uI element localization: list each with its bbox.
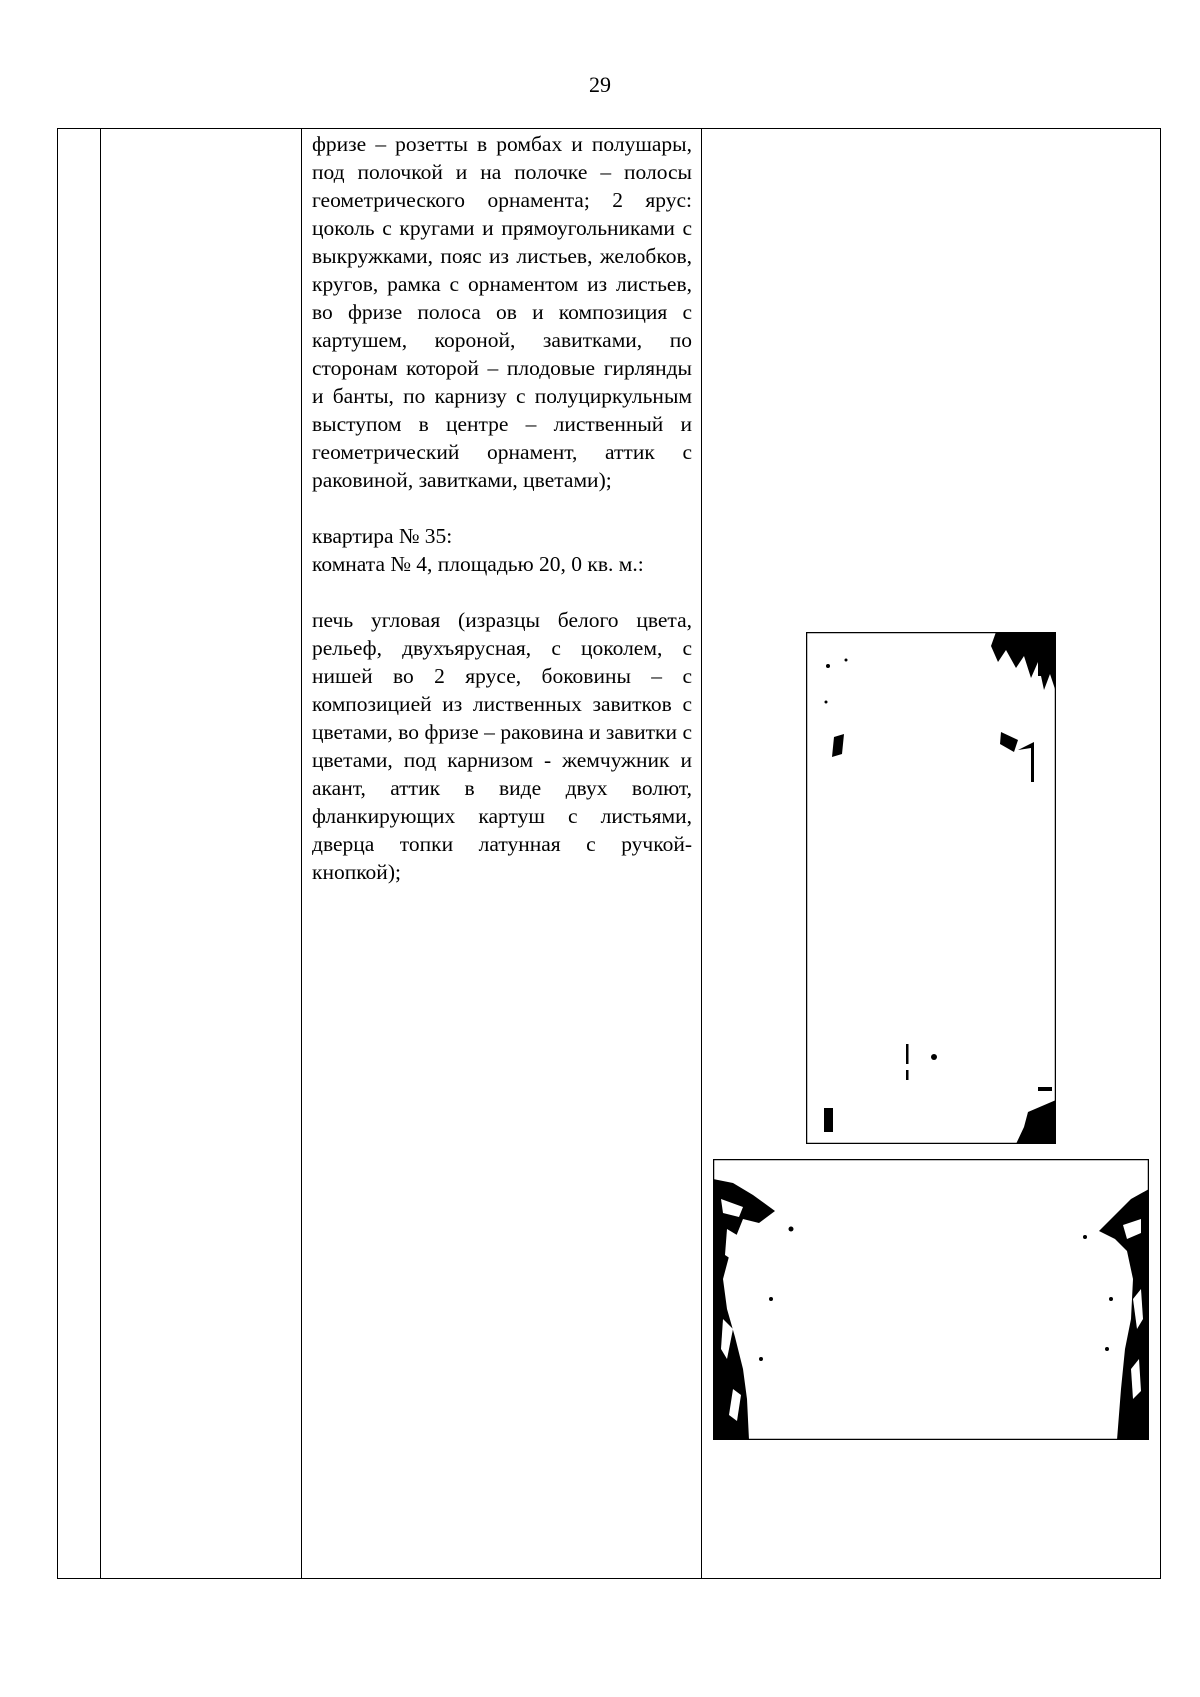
apartment-heading: квартира № 35: <box>312 524 453 548</box>
stove-photo <box>806 632 1056 1144</box>
page-number: 29 <box>589 72 611 97</box>
object-description-cell <box>312 130 692 886</box>
column-divider-2 <box>301 129 302 1578</box>
stove-description-paragraph: печь угловая (изразцы белого цвета, рельеф, двухъярусная, с цоколем, с нишей во 2 ярусе, боковины – с композицией из лиственных завитков с цветами, во фризе – раковина и завитки с цветами, под карнизом - жемчужник и акант, аттик в виде двух волют, фланкирующих картуш с листьями, дверца топки латунная с ручкой-кнопкой); <box>312 608 692 884</box>
room-heading: комната № 4, площадью 20, 0 кв. м.: <box>312 552 644 576</box>
stove-detail-photo <box>713 1159 1149 1440</box>
description-paragraph: фризе – розетты в ромбах и полушары, под полочкой и на полочке – полосы геометрического орнамента; 2 ярус: цоколь с кругами и прямоугольниками с выкружками, пояс из листьев, желобков, кругов, рамка с орнаментом из листьев, во фризе полоса ов и композиция с картушем, короной, завитками, по сторонам которой – плодовые гирлянды и банты, по карнизу с полуциркульным выступом в центре – лиственный и геометрический орнамент, аттик с раковиной, завитками, цветами); <box>312 132 692 492</box>
column-divider-1 <box>100 129 101 1578</box>
column-divider-3 <box>701 129 702 1578</box>
